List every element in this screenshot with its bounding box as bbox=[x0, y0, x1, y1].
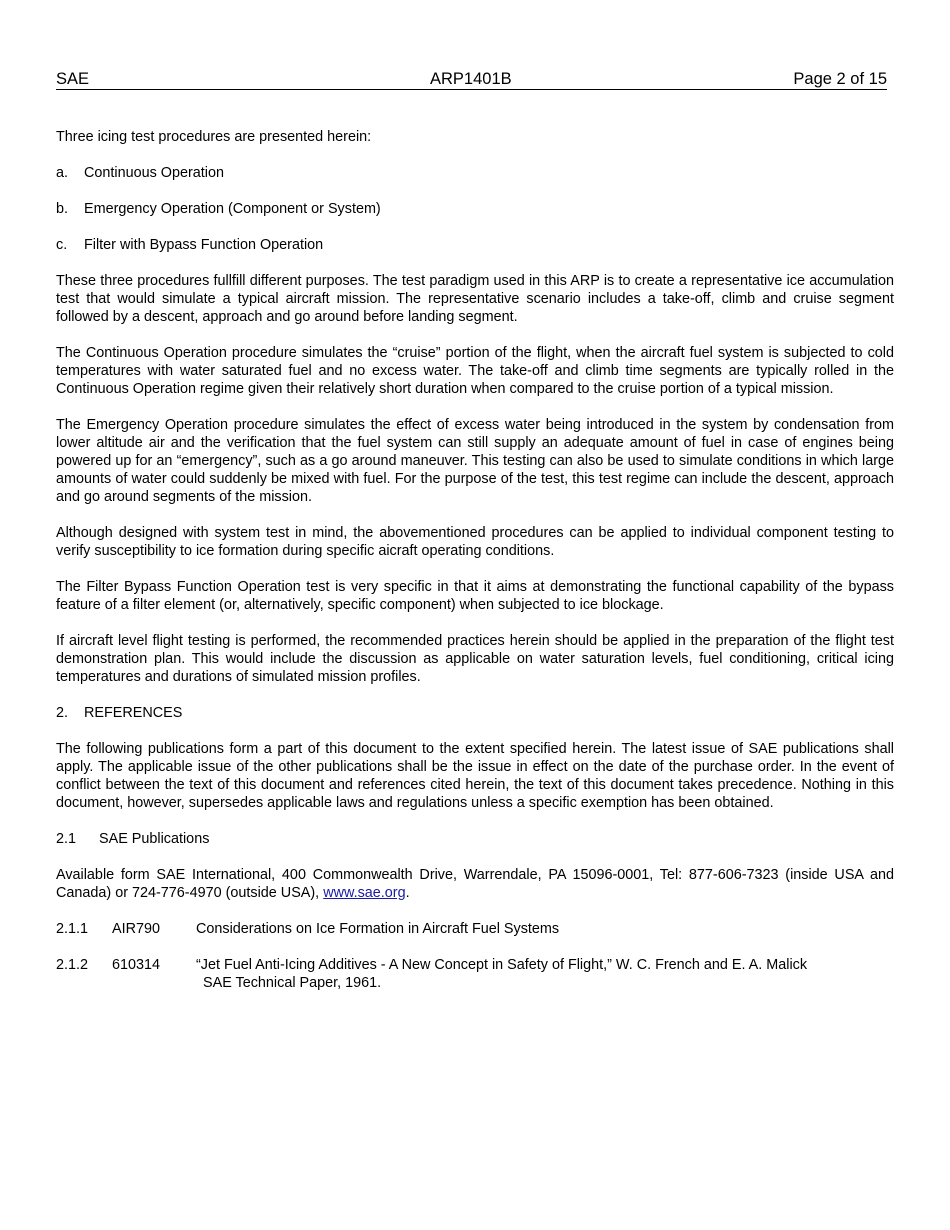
procedure-item bbox=[56, 236, 894, 254]
paragraph: If aircraft level flight testing is performed, the recommended practices herein should be applied in the preparation of the flight test demonstration plan. This would include the discussion as applicable on water saturation levels, fuel conditioning, critical icing temperatures and durations of simulated mission profiles. bbox=[56, 633, 894, 685]
section-heading-references bbox=[56, 704, 894, 722]
section-title: SAE Publications bbox=[99, 831, 210, 847]
section-title: REFERENCES bbox=[84, 705, 183, 721]
paragraph: Although designed with system test in mind, the abovementioned procedures can be applied to individual component testing to verify susceptibility to ice formation during specific aicraft operating conditions. bbox=[56, 525, 894, 559]
page-body bbox=[56, 128, 894, 1010]
sae-availability-text bbox=[56, 866, 894, 902]
reference-entry bbox=[56, 920, 894, 938]
paragraph: The Emergency Operation procedure simulates the effect of excess water being introduced in the system by condensation from lower altitude air and the verification that the fuel system can still supply an adequate amount of fuel in case of engines being powered up for an “emergency”, such as a go around maneuver. This testing can also be used to simulate conditions in which large amounts of water could suddenly be mixed with fuel. For the purpose of the test, this test regime can include the descent, approach and go around segments of the mission. bbox=[56, 417, 894, 505]
reference-number: 2.1.1 bbox=[56, 921, 89, 937]
procedure-text: Filter with Bypass Function Operation bbox=[84, 237, 324, 253]
paragraph: These three procedures fullfill different purposes. The test paradigm used in this ARP is to create a representative ice accumulation test that would simulate a typical aircraft mission. The representative scenario includes a take-off, climb and cruise segment followed by a descent, approach and go around before landing segment. bbox=[56, 273, 894, 325]
procedure-label: b. bbox=[56, 201, 69, 217]
procedure-label: c. bbox=[56, 237, 68, 253]
header-org: SAE bbox=[56, 70, 90, 88]
page-header bbox=[56, 69, 887, 90]
intro-text: Three icing test procedures are presented herein: bbox=[56, 129, 372, 145]
procedure-text: Continuous Operation bbox=[84, 165, 224, 181]
section-number: 2.1 bbox=[56, 831, 77, 847]
sae-website-link[interactable]: www.sae.org bbox=[323, 885, 406, 901]
paragraph: The Continuous Operation procedure simulates the “cruise” portion of the flight, when the aircraft fuel system is subjected to cold temperatures with water saturated fuel and no excess water. The take-off and climb time segments are typically rolled in the Continuous Operation regime given their relatively short duration when compared to the cruise portion of a typical mission. bbox=[56, 345, 894, 397]
reference-title: “Jet Fuel Anti-Icing Additives - A New Concept in Safety of Flight,” W. C. French and E. A. Malick bbox=[196, 957, 808, 973]
header-doc-number: ARP1401B bbox=[430, 70, 512, 88]
procedure-item bbox=[56, 164, 894, 182]
paragraph: The Filter Bypass Function Operation test is very specific in that it aims at demonstrating the functional capability of the bypass feature of a filter element (or, alternatively, specific component) when subjected to ice blockage. bbox=[56, 579, 894, 613]
procedure-item bbox=[56, 200, 894, 218]
section-heading-sae-publications bbox=[56, 830, 894, 848]
reference-entry bbox=[56, 956, 894, 992]
availability-text: Available form SAE International, 400 Commonwealth Drive, Warrendale, PA 15096-0001, Tel: 877-606-7323 (inside USA and Canada) or 724-776-4970 (outside USA), bbox=[56, 867, 894, 901]
header-page-number: Page 2 of 15 bbox=[793, 70, 887, 88]
procedure-label: a. bbox=[56, 165, 69, 181]
reference-id: 610314 bbox=[112, 957, 161, 973]
availability-text-end: . bbox=[405, 885, 410, 901]
procedure-text: Emergency Operation (Component or System) bbox=[84, 201, 381, 217]
section-number: 2. bbox=[56, 705, 69, 721]
reference-id: AIR790 bbox=[112, 921, 160, 937]
reference-title-line2: SAE Technical Paper, 1961. bbox=[203, 975, 382, 991]
reference-title: Considerations on Ice Formation in Aircraft Fuel Systems bbox=[196, 921, 560, 937]
references-text: The following publications form a part of this document to the extent specified herein. The latest issue of SAE publications shall apply. The applicable issue of the other publications shall be the issue in effect on the date of the purchase order. In the event of conflict between the text of this document and references cited herein, the text of this document takes precedence. Nothing in this document, however, supersedes applicable laws and regulations unless a specific exemption has been obtained. bbox=[56, 741, 894, 811]
reference-number: 2.1.2 bbox=[56, 957, 89, 973]
